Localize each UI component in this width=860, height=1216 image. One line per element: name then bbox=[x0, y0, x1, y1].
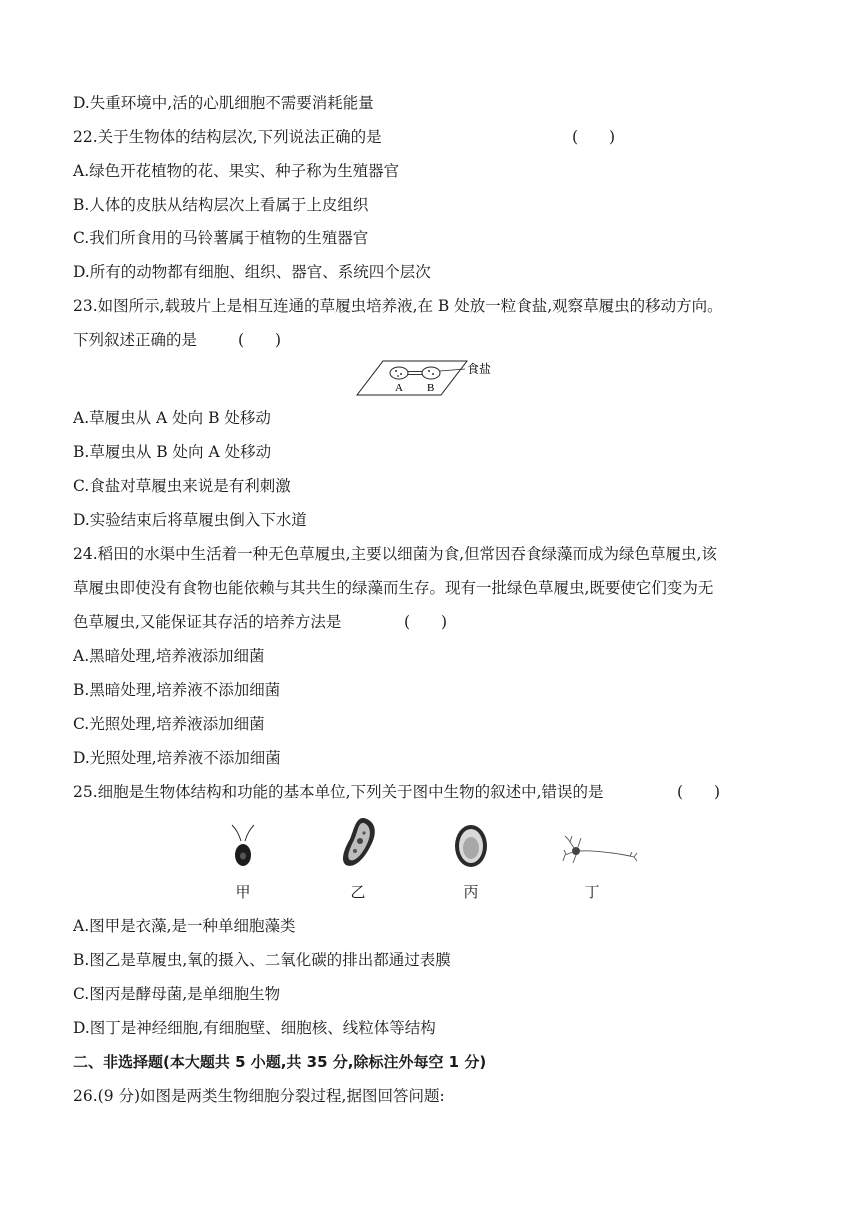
question-23-line1: 23.如图所示,载玻片上是相互连通的草履虫培养液,在 B 处放一粒食盐,观察草履虫的移动方向。 bbox=[73, 297, 723, 315]
question-26: 26.(9 分)如图是两类生物细胞分裂过程,据图回答问题: bbox=[73, 1087, 445, 1105]
label-salt: 食盐 bbox=[467, 362, 492, 376]
q23-option-d: D.实验结束后将草履虫倒入下水道 bbox=[73, 511, 307, 529]
label-b: B bbox=[427, 382, 435, 394]
q22-option-c: C.我们所食用的马铃薯属于植物的生殖器官 bbox=[73, 229, 369, 247]
q25-option-b: B.图乙是草履虫,氧的摄入、二氧化碳的排出都通过表膜 bbox=[73, 951, 451, 969]
caption-bing: 丙 bbox=[463, 883, 479, 901]
question-24-line2: 草履虫即使没有食物也能依赖与其共生的绿藻而生存。现有一批绿色草履虫,既要使它们变为无 bbox=[73, 579, 714, 597]
section-heading: 二、非选择题(本大题共 5 小题,共 35 分,除标注外每空 1 分) bbox=[73, 1053, 487, 1071]
question-24-line3: 色草履虫,又能保证其存活的培养方法是 bbox=[73, 613, 342, 631]
question-25: 25.细胞是生物体结构和功能的基本单位,下列关于图中生物的叙述中,错误的是 bbox=[73, 783, 604, 801]
paramecium-figure bbox=[338, 815, 382, 871]
q25-option-c: C.图丙是酵母菌,是单细胞生物 bbox=[73, 985, 281, 1003]
q24-option-c: C.光照处理,培养液添加细菌 bbox=[73, 715, 265, 733]
answer-blank-22: ( ) bbox=[572, 128, 616, 146]
q23-option-c: C.食盐对草履虫来说是有利刺激 bbox=[73, 477, 291, 495]
label-a: A bbox=[395, 382, 403, 394]
yeast-figure bbox=[452, 822, 490, 870]
caption-ding: 丁 bbox=[584, 883, 600, 901]
answer-blank-24: ( ) bbox=[404, 613, 448, 631]
q22-option-b: B.人体的皮肤从结构层次上看属于上皮组织 bbox=[73, 196, 369, 214]
q24-option-a: A.黑暗处理,培养液添加细菌 bbox=[73, 647, 265, 665]
answer-blank-25: ( ) bbox=[677, 783, 721, 801]
q25-option-d: D.图丁是神经细胞,有细胞壁、细胞核、线粒体等结构 bbox=[73, 1019, 436, 1037]
q23-option-a: A.草履虫从 A 处向 B 处移动 bbox=[73, 409, 271, 427]
caption-jia: 甲 bbox=[235, 883, 251, 901]
q22-option-d: D.所有的动物都有细胞、组织、器官、系统四个层次 bbox=[73, 263, 431, 281]
question-22: 22.关于生物体的结构层次,下列说法正确的是 bbox=[73, 128, 382, 146]
question-24-line1: 24.稻田的水渠中生活着一种无色草履虫,主要以细菌为食,但常因吞食绿藻而成为绿色草履虫,该 bbox=[73, 545, 717, 563]
q24-option-d: D.光照处理,培养液不添加细菌 bbox=[73, 749, 281, 767]
question-23-line2: 下列叙述正确的是 bbox=[73, 331, 198, 349]
q23-option-b: B.草履虫从 B 处向 A 处移动 bbox=[73, 443, 272, 461]
option-d-q21: D.失重环境中,活的心肌细胞不需要消耗能量 bbox=[73, 94, 374, 112]
slide-figure bbox=[355, 355, 505, 399]
q24-option-b: B.黑暗处理,培养液不添加细菌 bbox=[73, 681, 281, 699]
q22-option-a: A.绿色开花植物的花、果实、种子称为生殖器官 bbox=[73, 162, 400, 180]
answer-blank-23: ( ) bbox=[238, 331, 282, 349]
neuron-figure bbox=[562, 833, 638, 867]
q25-option-a: A.图甲是衣藻,是一种单细胞藻类 bbox=[73, 917, 296, 935]
chlamydomonas-figure bbox=[226, 823, 260, 871]
caption-yi: 乙 bbox=[350, 883, 366, 901]
